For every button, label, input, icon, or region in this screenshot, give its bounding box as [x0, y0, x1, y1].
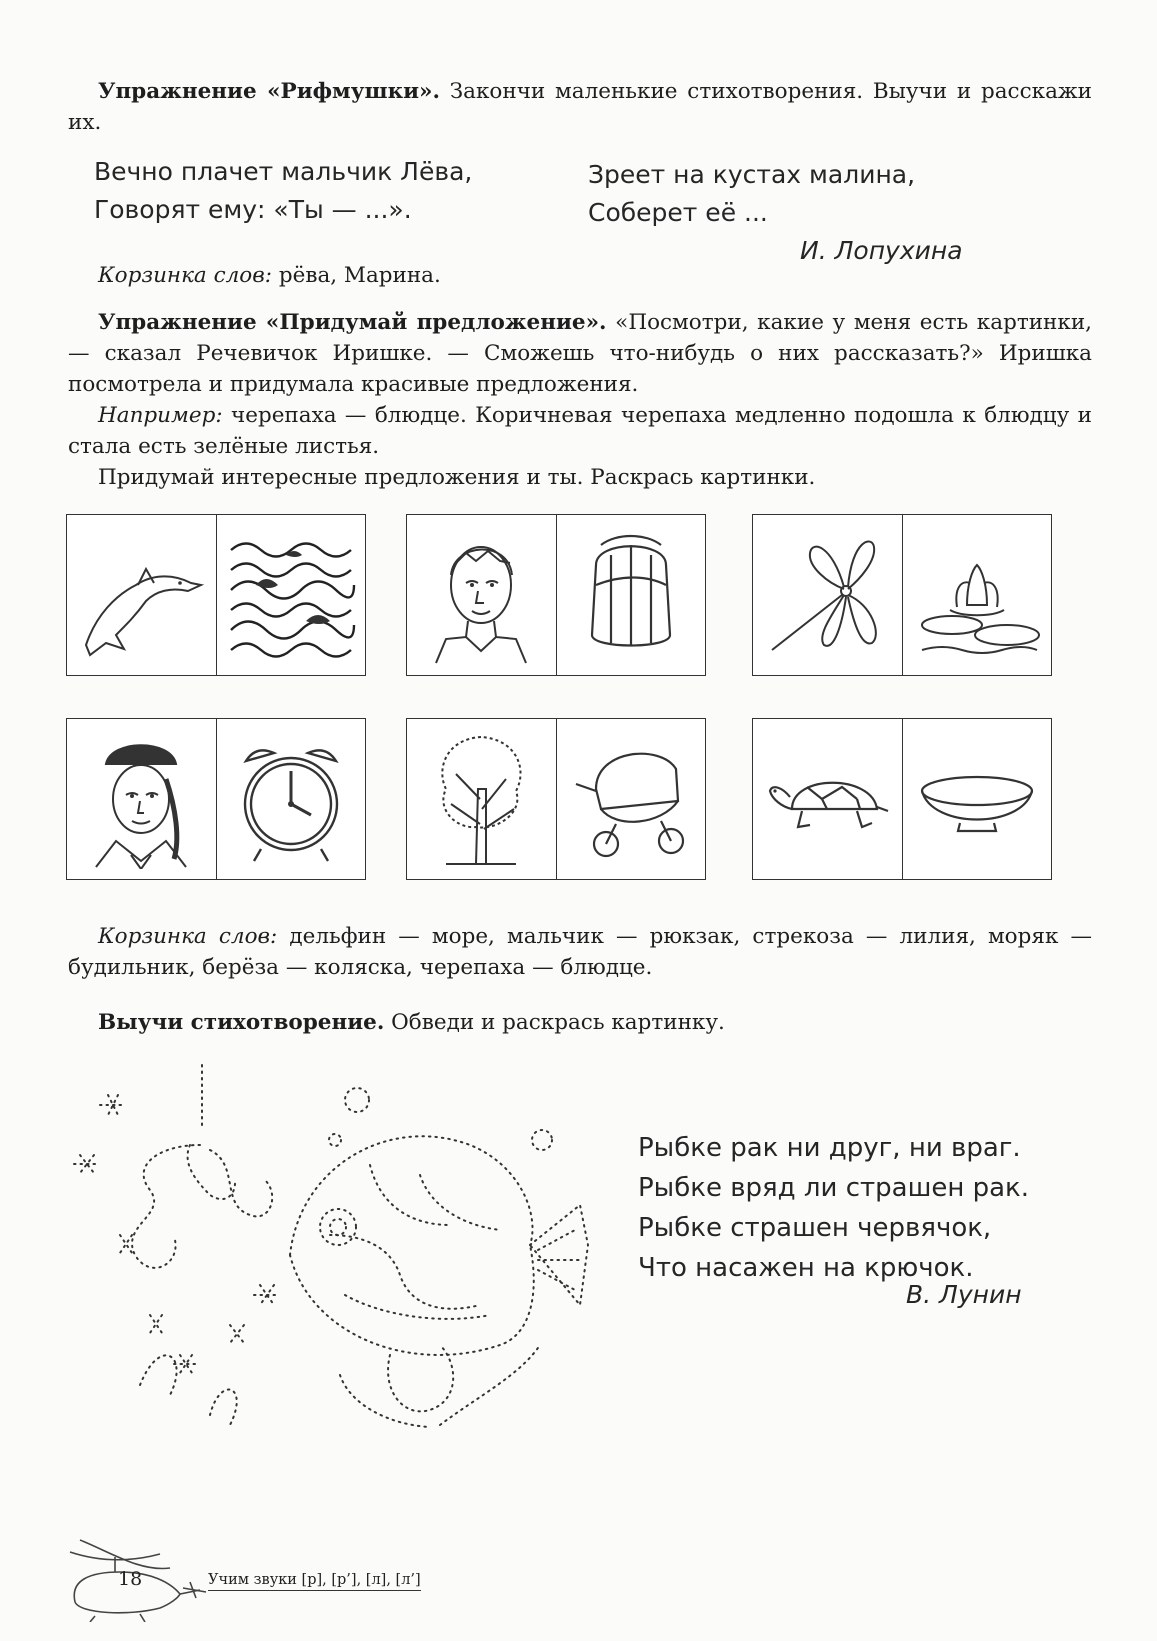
poem-author-lunin: В. Лунин — [906, 1280, 1022, 1309]
picture-pair-birch-stroller — [406, 718, 706, 880]
rhyme-basket — [68, 260, 1092, 291]
sentence-task: Придумай интересные предложения и ты. Раскрась картинки. — [98, 465, 816, 490]
poem-line: Рыбке рак ни друг, ни враг. — [638, 1133, 1021, 1163]
dotted-fish-tracing-icon[interactable] — [60, 1055, 620, 1450]
poem-line: Вечно плачет мальчик Лёва, — [94, 157, 473, 186]
water-lily-icon — [902, 515, 1052, 675]
poem-line: Что насажен на крючок. — [638, 1253, 974, 1283]
sentence-basket — [68, 921, 1092, 983]
poem-line: Рыбке страшен червячок, — [638, 1213, 992, 1243]
picture-pair-turtle-saucer — [752, 718, 1052, 880]
rhyme-exercise-text — [68, 76, 1092, 138]
sentence-exercise-title: Упражнение «Придумай предложение». — [98, 310, 607, 335]
sentence-exercise-body: «Посмотри, какие у меня есть картинки, — сказал Речевичок Иришке. — Сможешь что-нибудь о них рассказать?» Иришка посмотрела и придумала красивые предложения. — [68, 310, 1092, 397]
poem-author-lopukhina: И. Лопухина — [800, 236, 963, 265]
dolphin-icon — [67, 515, 216, 675]
poem-line: Рыбке вряд ли страшен рак. — [638, 1173, 1030, 1203]
picture-pair-boy-backpack — [406, 514, 706, 676]
poem-exercise-instruction: Обведи и раскрась картинку. — [384, 1010, 725, 1035]
section-title: Учим звуки [р], [р’], [л], [л’] — [208, 1572, 421, 1591]
turtle-icon — [753, 719, 902, 879]
picture-pair-dolphin-sea — [66, 514, 366, 676]
picture-pair-dragonfly-lily — [752, 514, 1052, 676]
example-text: черепаха — блюдце. Коричневая черепаха медленно подошла к блюдцу и стала есть зелёные листья. — [68, 403, 1092, 459]
basket-words: дельфин — море, мальчик — рюкзак, стрекоза — лилия, моряк — будильник, берёза — коляска, черепаха — блюдце. — [68, 924, 1092, 980]
basket-label: Корзинка слов: — [98, 924, 278, 949]
poem-line: Зреет на кустах малина, — [588, 160, 916, 189]
example-label: Например: — [98, 403, 223, 428]
boy-icon — [407, 515, 556, 675]
poem-malina — [588, 156, 915, 232]
picture-pair-sailor-clock — [66, 718, 366, 880]
poem-line: Соберет её ... — [588, 198, 768, 227]
backpack-icon — [556, 515, 706, 675]
sea-waves-icon — [216, 515, 366, 675]
sentence-exercise-text — [68, 307, 1092, 400]
birch-tree-icon — [407, 719, 556, 879]
dragonfly-icon — [753, 515, 902, 675]
poem-leva — [94, 153, 472, 229]
baby-stroller-icon — [556, 719, 706, 879]
basket-words: рёва, Марина. — [272, 263, 441, 288]
page-number: 18 — [118, 1568, 143, 1590]
rhyme-exercise-instruction: Закончи маленькие стихотворения. Выучи и расскажи их. — [68, 79, 1092, 135]
saucer-icon — [902, 719, 1052, 879]
sailor-icon — [67, 719, 216, 879]
poem-exercise-text — [68, 1007, 1092, 1038]
basket-label: Корзинка слов: — [98, 263, 273, 288]
rhyme-exercise-title: Упражнение «Рифмушки». — [98, 79, 440, 104]
poem-lunin — [638, 1128, 1029, 1288]
poem-line: Говорят ему: «Ты — ...». — [94, 195, 412, 224]
sentence-example — [68, 400, 1092, 462]
poem-exercise-title: Выучи стихотворение. — [98, 1010, 385, 1035]
page-footer — [50, 1532, 490, 1622]
alarm-clock-icon — [216, 719, 366, 879]
